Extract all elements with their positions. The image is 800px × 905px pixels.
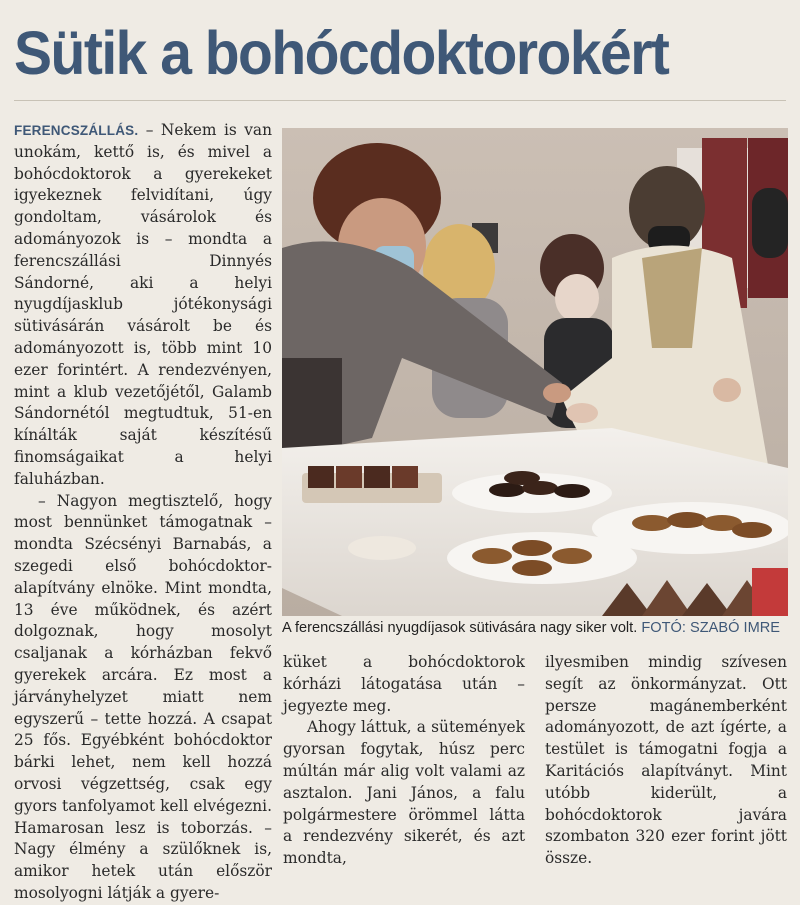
paragraph-text: – Nekem is van unokám, kettő is, és mivel a bohócdoktorok a gyerekeket igyekeznek felvidítani, úgy gondoltam, vásárolok és adományozok is – mondta a ferencszállási Dinnyés Sándorné, aki a helyi nyugdíjasklub jótékonysági sütivásárán vásárolt be és adományozott is, több mint 10 ezer forintért. A rendezvényen, mint a klub vezetőjétől, Galamb Sándornétól megtudtuk, 51-en kínálták saját készítésű finomságaikat a helyi faluházban. [14,121,272,488]
article-column-1 [14,120,272,905]
headline: Sütik a bohócdoktorokért [14,18,669,88]
article-paragraph: – Nagyon megtisztelő, hogy most bennünket támogatnak – mondta Szécsényi Barnabás, a szegedi első bohócdoktor-alapítvány elnöke. Mint mondta, 13 éve működnek, és azért dolgoznak, hogy mosolyt csaljanak a kórházban fekvő gyerekek arcára. Ez most a járványhelyzet miatt nem egyszerű – tette hozzá. A csapat 25 fős. Egyébként bohócdoktor bárki lehet, nem kell hozzá orvosi végzettség, csak egy gyors tanfolyamot kell elvégezni. Hamarosan lesz is toborzás. – Nagy élmény a szülőknek is, amikor hetek után először mosolyogni látják a gyere- [14,491,272,902]
article-photo [282,128,788,616]
article-paragraph: küket a bohócdoktorok kórházi látogatása után – jegyezte meg. [283,653,525,715]
article-paragraph: Ahogy láttuk, a sütemények gyorsan fogytak, húsz perc múltán már alig volt valami az asztalon. Jani János, a falu polgármestere örömmel látta a rendezvény sikerét, és azt mondta, [283,718,525,868]
article-column-2 [283,652,525,870]
article-paragraph [14,120,272,491]
caption-text: A ferencszállási nyugdíjasok sütivására nagy siker volt. [282,620,638,636]
headline-rule [14,100,786,101]
dateline: FERENCSZÁLLÁS. [14,123,139,138]
photo-caption [282,618,792,638]
article-column-3 [545,652,787,870]
bake-sale-photo [282,128,788,616]
article-paragraph: ilyesmiben mindig szívesen segít az önkormányzat. Ott persze magánemberként adományozott, de azt ígérte, a testület is támogatni fogja a Karitációs alapítványt. Mint utóbb kiderült, a bohócdoktorok javára szombaton 320 ezer forint jött össze. [545,653,787,868]
photo-credit: FOTÓ: SZABÓ IMRE [641,620,781,636]
